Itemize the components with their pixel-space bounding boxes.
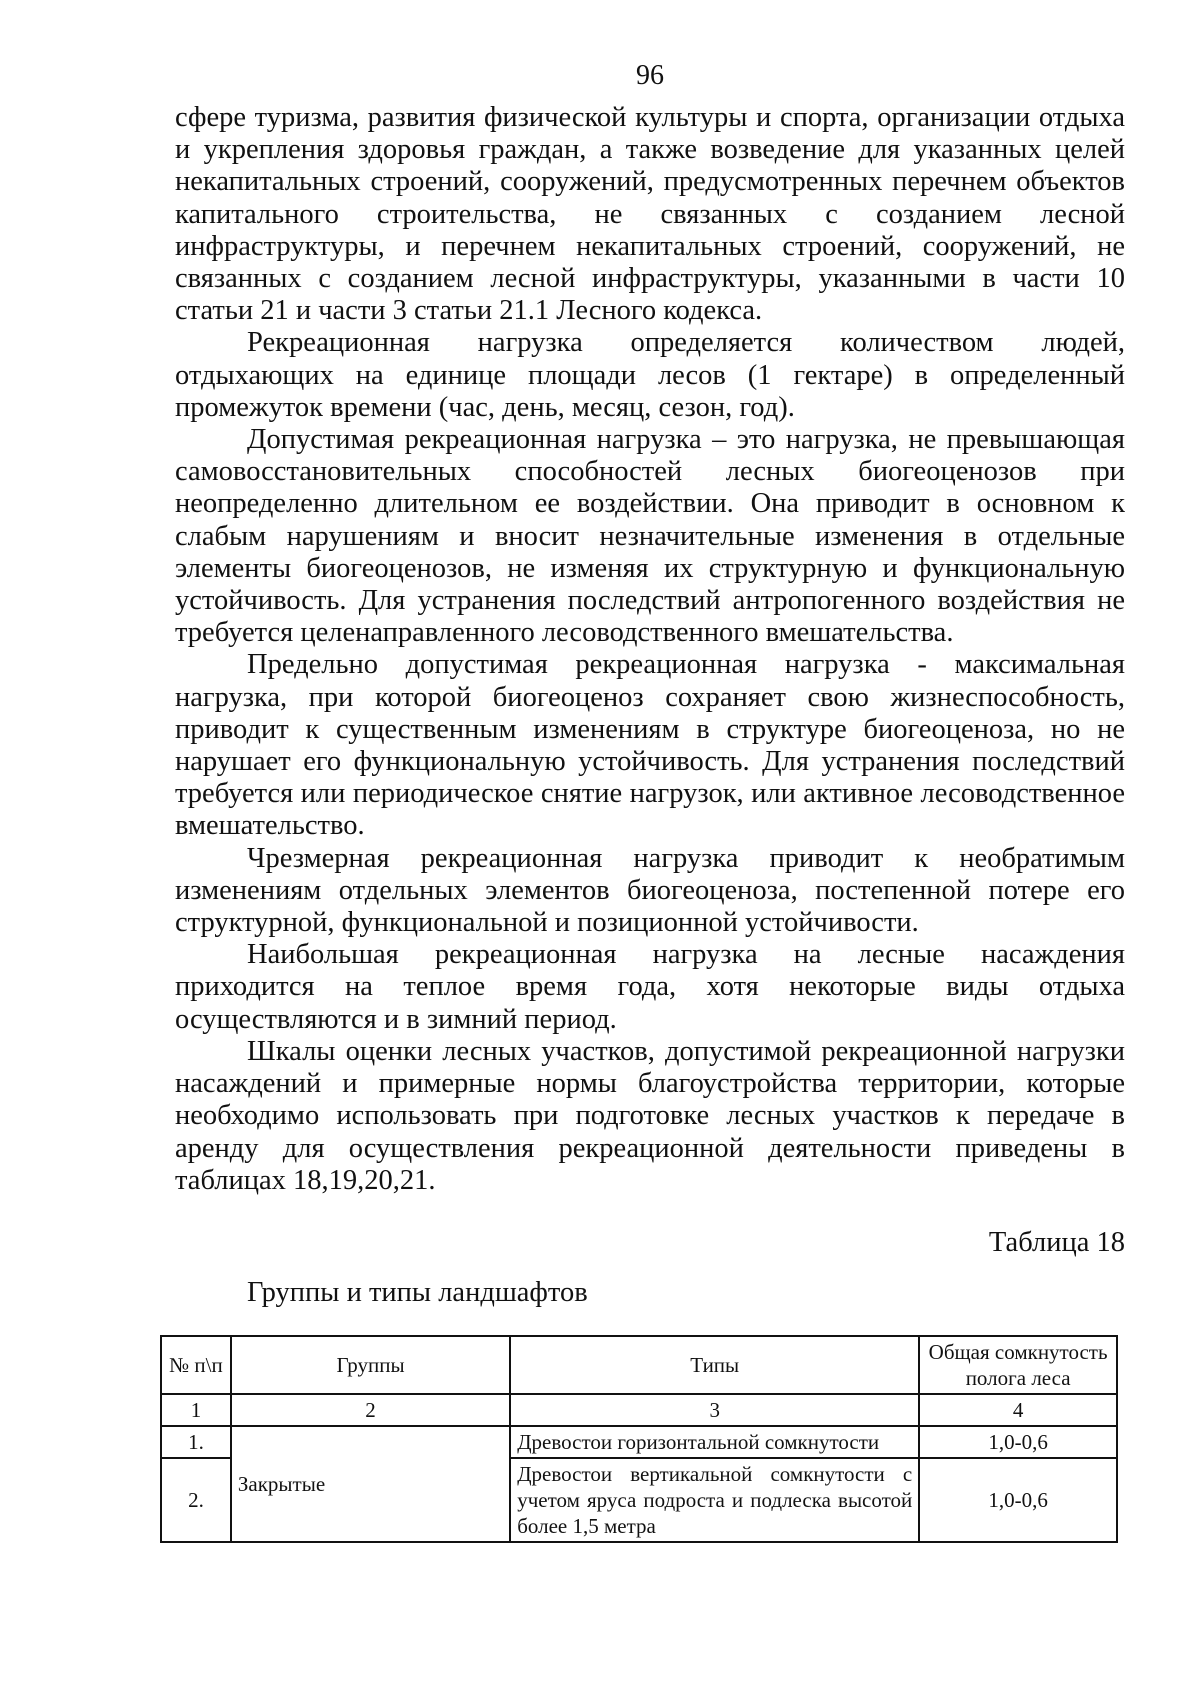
column-number-4: 4 <box>919 1394 1117 1426</box>
paragraph-1: сфере туризма, развития физической культуры и спорта, организации отдыха и укрепления здоровья граждан, а также возведение для указанных целей некапитальных строений, сооружений, предусмотренных перечнем объектов капитального строительства, не связанных с созданием лесной инфраструктуры, и перечнем некапитальных строений, сооружений, не связанных с созданием лесной инфраструктуры, указанными в части 10 статьи 21 и части 3 статьи 21.1 Лесного кодекса. <box>175 102 1125 327</box>
header-density: Общая сомкнутость полога леса <box>919 1336 1117 1394</box>
paragraph-2: Рекреационная нагрузка определяется количеством людей, отдыхающих на единице площади лесов (1 гектаре) в определенный промежуток времени (час, день, месяц, сезон, год). <box>175 327 1125 423</box>
header-types: Типы <box>510 1336 919 1394</box>
paragraph-6: Наибольшая рекреационная нагрузка на лесные насаждения приходится на теплое время года, хотя некоторые виды отдыха осуществляются и в зимний период. <box>175 939 1125 1035</box>
paragraph-4: Предельно допустимая рекреационная нагрузка - максимальная нагрузка, при которой биогеоценоз сохраняет свою жизнеспособность, приводит к существенным изменениям в структуре биогеоценоза, но не нарушает его функциональную устойчивость. Для устранения последствий требуется или периодическое снятие нагрузок, или активное лесоводственное вмешательство. <box>175 649 1125 842</box>
paragraph-7: Шкалы оценки лесных участков, допустимой рекреационной нагрузки насаждений и примерные нормы благоустройства территории, которые необходимо использовать при подготовке лесных участков к передаче в аренду для осуществления рекреационной деятельности приведены в таблицах 18,19,20,21. <box>175 1035 1125 1196</box>
table-label: Таблица 18 <box>988 1226 1125 1258</box>
page-number: 96 <box>636 60 664 91</box>
column-number-2: 2 <box>231 1394 510 1426</box>
paragraph-3: Допустимая рекреационная нагрузка – это нагрузка, не превышающая самовосстановительных способностей лесных биогеоценозов при неопределенно длительном ее воздействии. Она приводит в основном к слабым нарушениям и вносит незначительные изменения в отдельные элементы биогеоценозов, не изменяя их структурную и функциональную устойчивость. Для устранения последствий антропогенного воздействия не требуется целенаправленного лесоводственного вмешательства. <box>175 424 1125 649</box>
document-page <box>175 60 1125 1327</box>
table-title: Группы и типы ландшафтов <box>247 1276 588 1308</box>
row-density: 1,0-0,6 <box>919 1458 1117 1542</box>
landscape-table <box>160 1335 1118 1543</box>
table-column-numbers-row <box>161 1394 1117 1426</box>
header-groups: Группы <box>231 1336 510 1394</box>
row-density: 1,0-0,6 <box>919 1426 1117 1458</box>
row-number: 2. <box>161 1458 231 1542</box>
row-number: 1. <box>161 1426 231 1458</box>
paragraph-5: Чрезмерная рекреационная нагрузка приводит к необратимым изменениям отдельных элементов биогеоценоза, постепенной потере его структурной, функциональной и позиционной устойчивости. <box>175 842 1125 939</box>
group-cell: Закрытые <box>231 1426 510 1542</box>
row-type: Древостои вертикальной сомкнутости с учетом яруса подроста и подлеска высотой более 1,5 метра <box>510 1458 919 1542</box>
column-number-3: 3 <box>510 1394 919 1426</box>
column-number-1: 1 <box>161 1394 231 1426</box>
table-row <box>161 1426 1117 1458</box>
header-number: № п\п <box>161 1336 231 1394</box>
table-header-row <box>161 1336 1117 1394</box>
row-type: Древостои горизонтальной сомкнутости <box>510 1426 919 1458</box>
